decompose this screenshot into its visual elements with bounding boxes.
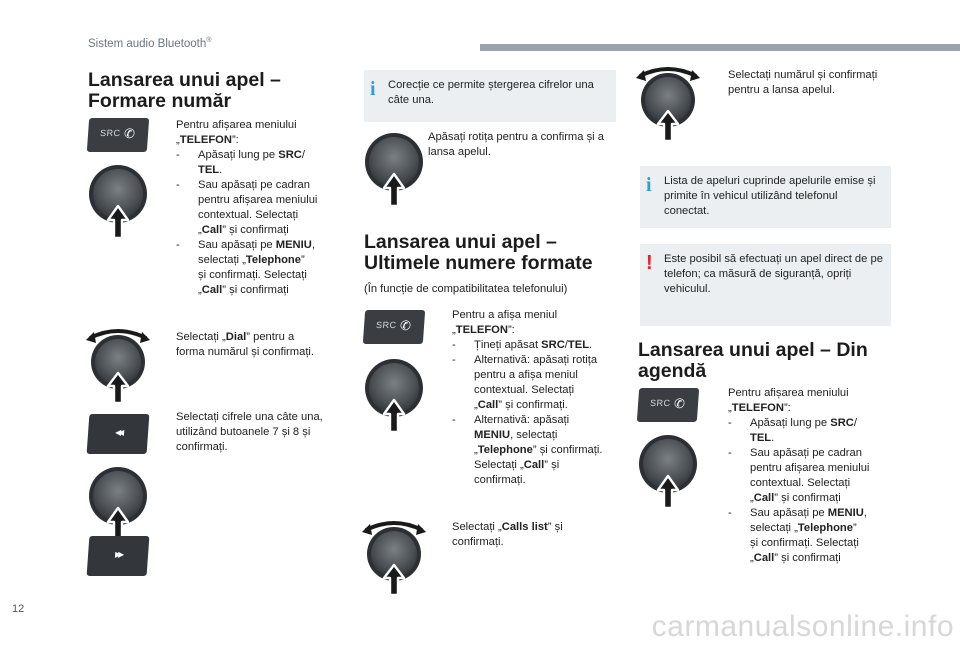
watermark: carmanualsonline.info	[651, 610, 954, 643]
seek-back-icon: ◂◂	[114, 425, 122, 439]
heading-from-contacts: Lansarea unui apel – Din agendă	[638, 339, 868, 382]
knob-push-icon	[84, 162, 152, 240]
instructions-press-wheel: Apăsați rotița pentru a confirma și a lansa apelul.	[428, 131, 604, 158]
section-header: Sistem audio Bluetooth®	[88, 37, 212, 50]
instructions-calls-list: Selectați „Calls list” și confirmați.	[452, 521, 563, 548]
instructions-select-dial: Selectați „Dial” pentru a forma numărul și confirmați.	[176, 331, 315, 358]
knob-rotate-icon	[360, 518, 428, 596]
heading-dial-number: Lansarea unui apel – Formare număr	[88, 69, 281, 112]
knob-push-icon	[634, 432, 702, 510]
heading-last-numbers: Lansarea unui apel – Ultimele numere formate	[364, 231, 593, 274]
knob-push-icon	[360, 356, 428, 434]
instructions-contacts-menu: Pentru afișarea meniului „TELEFON”: - Apăsați lung pe SRC/ TEL. - Sau apăsați pe cadran pentru afișarea meniului contextual. Selectați „Call” și confirmați - Sau apăsați pe MENIU, selectați „Telephone” și confirmați. Selectați „Call” și confirmați	[728, 387, 870, 564]
phone-icon: ✆	[123, 126, 136, 141]
src-tel-button: SRC ✆	[363, 310, 425, 344]
knob-push-icon	[360, 130, 428, 208]
note-safety-warning: ! Este posibil să efectuați un apel direct de pe telefon; ca măsură de siguranță, opriți vehiculul.	[640, 244, 891, 326]
src-tel-button: SRC ✆	[637, 388, 699, 422]
knob-rotate-icon	[634, 64, 702, 142]
compatibility-note: (În funcție de compatibilitatea telefonului)	[364, 283, 568, 295]
phone-icon: ✆	[399, 318, 412, 333]
src-tel-button: SRC ✆	[87, 118, 149, 152]
info-icon: i	[370, 78, 376, 100]
page-number: 12	[12, 603, 25, 615]
instructions-select-digits: Selectați cifrele una câte una, utilizând butoanele 7 și 8 și confirmați.	[176, 411, 323, 453]
knob-rotate-icon	[84, 326, 152, 404]
note-calls-list: i Lista de apeluri cuprinde apelurile emise și primite în vehicul utilizând telefonul conectat.	[640, 166, 891, 228]
seek-forward-icon: ▸▸	[114, 547, 122, 561]
info-icon: i	[646, 174, 652, 196]
warning-icon: !	[646, 252, 653, 274]
instructions-last-menu: Pentru a afișa meniul „TELEFON”: - Țineți apăsat SRC/TEL. - Alternativă: apăsați rotița pentru a afișa meniul contextual. Selectați „Call” și confirmați. - Alternativă: apăsați MENIU, selectați „Telephone” și confirmați. Selectați „Call” și confirmați.	[452, 309, 603, 486]
phone-icon: ✆	[673, 396, 686, 411]
seek-back-button	[87, 414, 150, 454]
header-bar	[480, 44, 960, 51]
note-correction: i Corecție ce permite ștergerea cifrelor una câte una.	[364, 70, 616, 122]
seek-forward-button	[87, 536, 150, 576]
instructions-select-number: Selectați numărul și confirmați pentru a lansa apelul.	[728, 69, 878, 96]
instructions-dial-menu: Pentru afișarea meniului „TELEFON”: - Apăsați lung pe SRC/ TEL. - Sau apăsați pe cadran pentru afișarea meniului contextual. Selectați „Call” și confirmați - Sau apăsați pe MENIU, selectați „Telephone” și confirmați. Selectați „Call” și confirmați	[176, 119, 318, 296]
knob-push-icon	[84, 464, 152, 542]
